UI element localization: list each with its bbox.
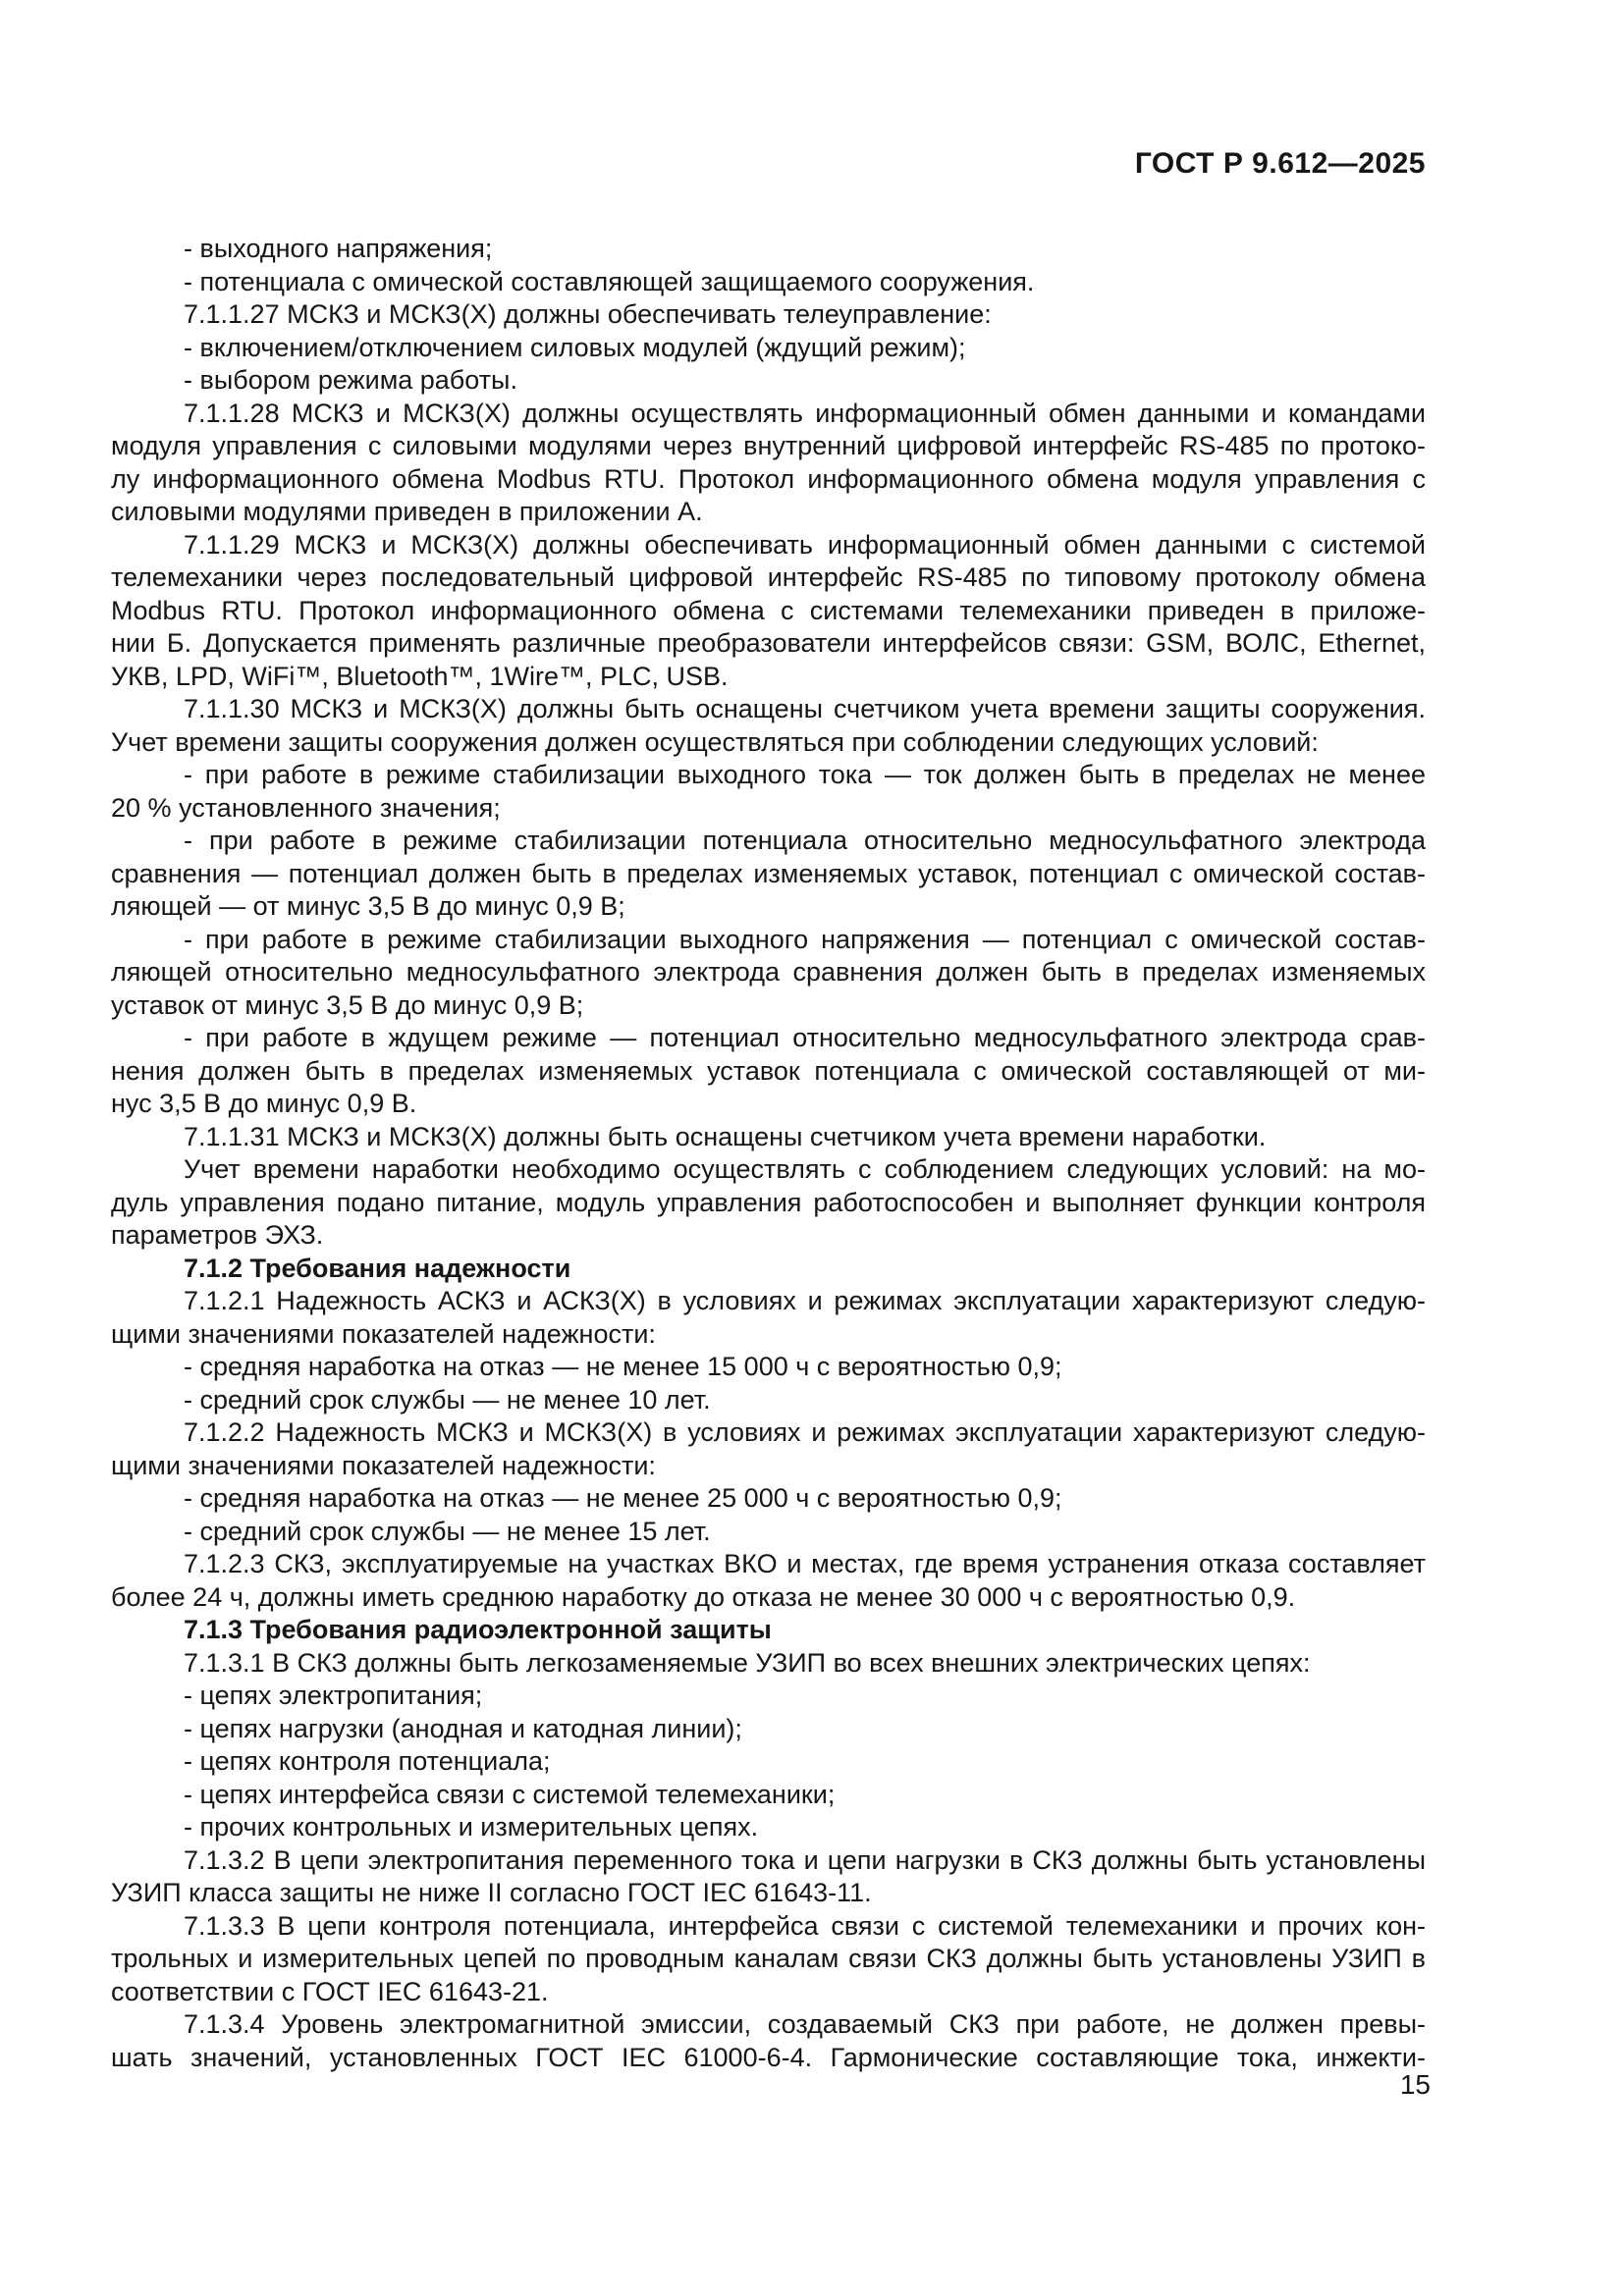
text-line: 7.1.1.27 МСКЗ и МСКЗ(Х) должны обеспечивать телеуправление: (184, 299, 992, 329)
paragraph (111, 825, 1426, 924)
text-line: 7.1.2.2 Надежность МСКЗ и МСКЗ(Х) в условиях и режимах эксплуатации характеризуют следую- (184, 1417, 1426, 1447)
text-line: Учет времени наработки необходимо осуществлять с соблюдением следующих условий: на мо- (184, 1154, 1426, 1184)
paragraph (111, 1745, 1426, 1779)
text-line: 7.1.3.2 В цепи электропитания переменного тока и цепи нагрузки в СКЗ должны быть установлены (184, 1844, 1426, 1875)
text-line: 7.1.3.1 В СКЗ должны быть легкозаменяемые УЗИП во всех внешних электрических цепях: (184, 1647, 1311, 1678)
text-line: 7.1.1.28 МСКЗ и МСКЗ(Х) должны осуществлять информационный обмен данными и командами (184, 398, 1426, 428)
text-line: - выбором режима работы. (184, 365, 517, 395)
text-line: соответствии с ГОСТ IEC 61643-21. (111, 1976, 549, 2006)
text-line: 20 % установленного значения; (111, 792, 501, 823)
text-line: нии Б. Допускается применять различные преобразователи интерфейсов связи: GSM, ВОЛС, Ethernet, (111, 628, 1426, 658)
text-line: нения должен быть в пределах изменяемых уставок потенциала с омической составляющей от ми- (111, 1055, 1426, 1086)
text-line: ляющей относительно медносульфатного электрода сравнения должен быть в пределах изменяемых (111, 957, 1426, 987)
paragraph (111, 924, 1426, 1023)
text-line: - включением/отключением силовых модулей (ждущий режим); (184, 332, 966, 362)
text-line: - при работе в ждущем режиме — потенциал относительно медносульфатного электрода срав- (184, 1023, 1426, 1052)
paragraph (111, 1548, 1426, 1614)
section-heading (111, 1253, 1426, 1286)
text-line: щими значениями показателей надежности: (111, 1318, 656, 1349)
text-line: 7.1.2.1 Надежность АСКЗ и АСКЗ(Х) в условиях и режимах эксплуатации характеризуют следую- (184, 1286, 1426, 1315)
text-line: - цепях контроля потенциала; (184, 1746, 551, 1776)
paragraph (111, 1416, 1426, 1482)
text-line: 7.1.2.3 СКЗ, эксплуатируемые на участках ВКО и местах, где время устранения отказа составляет (184, 1549, 1426, 1578)
text-line: шать значений, установленных ГОСТ IEC 61000-6-4. Гармонические составляющие тока, инжекти- (111, 2042, 1426, 2072)
document-header: ГОСТ Р 9.612—2025 (1134, 147, 1426, 180)
paragraph (111, 266, 1426, 299)
text-line: более 24 ч, должны иметь среднюю наработку до отказа не менее 30 000 ч с вероятностью 0,9. (111, 1581, 1296, 1612)
text-line: - прочих контрольных и измерительных цепях. (184, 1812, 759, 1842)
text-line: - средняя наработка на отказ — не менее 25 000 ч с вероятностью 0,9; (184, 1483, 1062, 1513)
paragraph (111, 298, 1426, 332)
paragraph (111, 1811, 1426, 1844)
text-line: телемеханики через последовательный цифровой интерфейс RS-485 по типовому протоколу обмена (111, 562, 1426, 592)
section-heading (111, 1614, 1426, 1647)
text-line: силовыми модулями приведен в приложении А. (111, 497, 703, 526)
text-line: 7.1.1.29 МСКЗ и МСКЗ(Х) должны обеспечивать информационный обмен данными с системой (184, 529, 1426, 560)
paragraph (111, 1153, 1426, 1253)
text-line: - средняя наработка на отказ — не менее 15 000 ч с вероятностью 0,9; (184, 1352, 1062, 1381)
text-line: модуля управления с силовыми модулями через внутренний цифровой интерфейс RS-485 по протоко- (111, 431, 1426, 460)
paragraph (111, 2008, 1426, 2074)
paragraph (111, 1647, 1426, 1681)
text-line: - средний срок службы — не менее 15 лет. (184, 1516, 711, 1546)
paragraph (111, 233, 1426, 266)
text-line: 7.1.3.4 Уровень электромагнитной эмиссии, создаваемый СКЗ при работе, не должен превы- (184, 2009, 1426, 2039)
text-line: УЗИП класса защиты не ниже II согласно ГОСТ IEC 61643-11. (111, 1878, 872, 1907)
text-line: Учет времени защиты сооружения должен осуществляться при соблюдении следующих условий: (111, 726, 1319, 757)
text-line: УКВ, LPD, WiFi™, Bluetooth™, 1Wire™, PLC, USB. (111, 661, 729, 691)
page-number: 15 (1399, 2069, 1431, 2100)
paragraph (111, 364, 1426, 398)
text-line: - средний срок службы — не менее 10 лет. (184, 1384, 711, 1415)
paragraph (111, 398, 1426, 529)
paragraph (111, 759, 1426, 825)
text-line: - при работе в режиме стабилизации выходного тока — ток должен быть в пределах не менее (184, 760, 1426, 789)
paragraph (111, 693, 1426, 759)
paragraph (111, 1516, 1426, 1549)
text-line: - цепях электропитания; (184, 1681, 483, 1710)
text-line: 7.1.3 Требования радиоэлектронной защиты (184, 1615, 772, 1644)
text-line: 7.1.1.31 МСКЗ и МСКЗ(Х) должны быть оснащены счетчиком учета времени наработки. (184, 1121, 1267, 1151)
paragraph (111, 1680, 1426, 1713)
text-line: щими значениями показателей надежности: (111, 1450, 656, 1480)
text-line: - цепях интерфейса связи с системой телемеханики; (184, 1779, 836, 1809)
text-line: - выходного напряжения; (184, 234, 493, 263)
text-line: Modbus RTU. Протокол информационного обмена с системами телемеханики приведен в приложе- (111, 595, 1426, 625)
text-line: нус 3,5 В до минус 0,9 В. (111, 1089, 417, 1118)
text-line: лу информационного обмена Modbus RTU. Протокол информационного обмена модуля управления с (111, 463, 1426, 494)
text-line: - потенциала с омической составляющей защищаемого сооружения. (184, 266, 1035, 296)
text-line: - цепях нагрузки (анодная и катодная линии); (184, 1713, 742, 1743)
paragraph (111, 332, 1426, 365)
text-line: 7.1.1.30 МСКЗ и МСКЗ(Х) должны быть оснащены счетчиком учета времени защиты сооружения. (184, 694, 1426, 723)
text-line: сравнения — потенциал должен быть в пределах изменяемых уставок, потенциал с омической состав- (111, 858, 1426, 888)
paragraph (111, 1713, 1426, 1746)
text-line: - при работе в режиме стабилизации выходного напряжения — потенциал с омической состав- (184, 924, 1426, 954)
paragraph (111, 1022, 1426, 1121)
text-line: ляющей — от минус 3,5 В до минус 0,9 В; (111, 891, 625, 921)
text-line: уставок от минус 3,5 В до минус 0,9 В; (111, 989, 584, 1020)
paragraph (111, 529, 1426, 694)
paragraph (111, 1482, 1426, 1516)
paragraph (111, 1121, 1426, 1154)
paragraph (111, 1910, 1426, 2009)
text-line: 7.1.2 Требования надежности (184, 1253, 571, 1283)
paragraph (111, 1351, 1426, 1384)
text-line: параметров ЭХЗ. (111, 1220, 324, 1250)
text-line: дуль управления подано питание, модуль управления работоспособен и выполняет функции контроля (111, 1187, 1426, 1217)
text-line: - при работе в режиме стабилизации потенциала относительно медносульфатного электрода (184, 826, 1426, 855)
text-line: трольных и измерительных цепей по проводным каналам связи СКЗ должны быть установлены УЗИП в (111, 1944, 1426, 1973)
text-line: 7.1.3.3 В цепи контроля потенциала, интерфейса связи с системой телемеханики и прочих кон- (184, 1910, 1426, 1941)
paragraph (111, 1285, 1426, 1351)
document-body (111, 233, 1426, 2074)
paragraph (111, 1844, 1426, 1910)
paragraph (111, 1384, 1426, 1417)
paragraph (111, 1779, 1426, 1812)
